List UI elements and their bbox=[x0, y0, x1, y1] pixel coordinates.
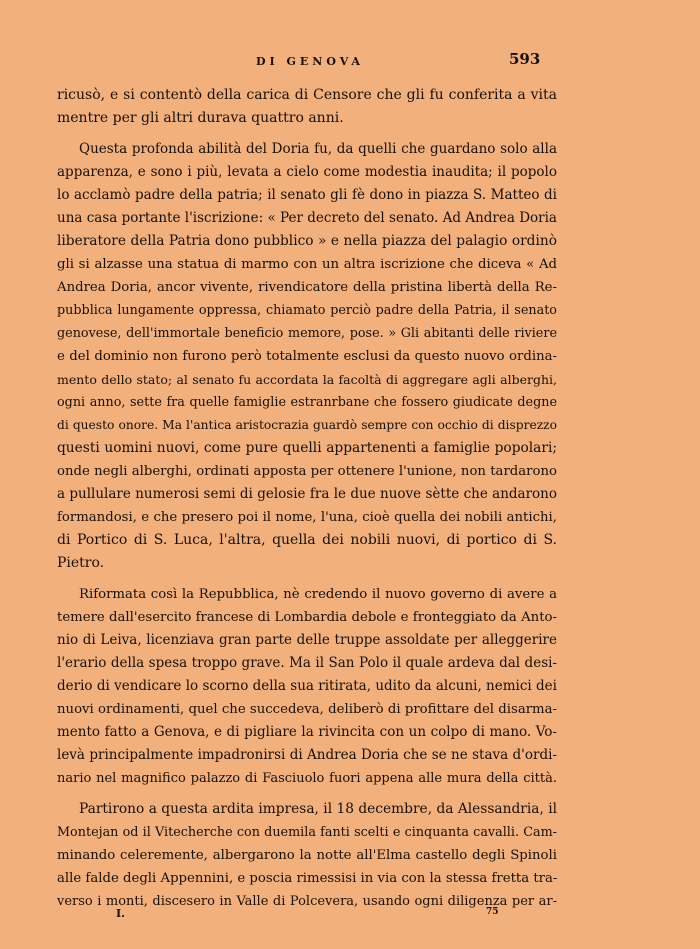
text-line: gli si alzasse una statua di marmo con un altra iscrizione che diceva « Ad bbox=[57, 257, 557, 272]
text-line: pubblica lungamente oppressa, chiamato perciò padre della Patria, il senato bbox=[57, 303, 557, 318]
text-line: mento fatto a Genova, e di pigliare la rivincita con un colpo di mano. Vo- bbox=[57, 724, 557, 740]
body-text bbox=[57, 84, 557, 913]
text-line: ricusò, e si contentò della carica di Censore che gli fu conferita a vita bbox=[57, 87, 557, 103]
text-line: Riformata così la Repubblica, nè credendo il nuovo governo di avere a bbox=[79, 587, 557, 602]
text-line: nario nel magnifico palazzo di Fasciuolo fuori appena alle mura della città. bbox=[57, 771, 557, 786]
text-line: mento dello stato; al senato fu accordata la facoltà di aggregare agli alberghi, bbox=[57, 372, 557, 387]
text-line: nio di Leiva, licenziava gran parte delle truppe assoldate per alleggerire bbox=[57, 632, 557, 648]
paragraph-spacer bbox=[57, 575, 557, 583]
signature-mark: I. bbox=[116, 907, 125, 920]
text-line: levà principalmente impadronirsi di Andrea Doria che se ne stava d'ordi- bbox=[57, 747, 557, 763]
text-line: liberatore della Patria dono pubblico » e nella piazza del palagio ordinò bbox=[57, 233, 557, 249]
text-line: lo acclamò padre della patria; il senato gli fè dono in piazza S. Matteo di bbox=[57, 187, 557, 203]
text-line: una casa portante l'iscrizione: « Per decreto del senato. Ad Andrea Doria bbox=[57, 210, 557, 226]
text-line: genovese, dell'immortale beneficio memore, pose. » Gli abitanti delle riviere bbox=[57, 326, 557, 341]
text-line: di questo onore. Ma l'antica aristocrazia guardò sempre con occhio di disprezzo bbox=[57, 418, 557, 432]
text-line: Questa profonda abilità del Doria fu, da quelli che guardano solo alla bbox=[79, 141, 557, 157]
text-line: Partirono a questa ardita impresa, il 18 decembre, da Alessandria, il bbox=[79, 801, 557, 817]
text-line: e del dominio non furono però totalmente esclusi da questo nuovo ordina- bbox=[57, 349, 557, 364]
paragraph-spacer bbox=[57, 130, 557, 138]
text-line: alle falde degli Appennini, e poscia rimessisi in via con la stessa fretta tra- bbox=[57, 871, 557, 886]
text-line: derio di vendicare lo scorno della sua ritirata, udito da alcuni, nemici dei bbox=[57, 678, 557, 694]
text-line: Pietro. bbox=[57, 555, 105, 571]
text-line: a pullulare numerosi semi di gelosie fra le due nuove sètte che andarono bbox=[57, 486, 557, 502]
text-line: mentre per gli altri durava quattro anni. bbox=[57, 110, 344, 126]
text-line: onde negli alberghi, ordinati apposta per ottenere l'unione, non tardarono bbox=[57, 464, 557, 479]
text-line: nuovi ordinamenti, quel che succedeva, deliberò di profittare del disarma- bbox=[57, 702, 557, 717]
text-line: temere dall'esercito francese di Lombardia debole e fronteggiato da Anto- bbox=[57, 610, 557, 625]
text-line: questi uomini nuovi, come pure quelli appartenenti a famiglie popolari; bbox=[57, 440, 557, 456]
text-line: formandosi, e che presero poi il nome, l'una, cioè quella dei nobili antichi, bbox=[57, 510, 557, 525]
page-number: 593 bbox=[509, 50, 541, 68]
text-line: apparenza, e sono i più, levata a cielo come modestia inaudita; il popolo bbox=[57, 164, 557, 180]
running-title: DI GENOVA bbox=[256, 55, 364, 68]
sheet-number: 75 bbox=[486, 907, 499, 917]
text-line: Andrea Doria, ancor vivente, rivendicatore della pristina libertà della Re- bbox=[57, 280, 557, 295]
text-line: di Portico di S. Luca, l'altra, quella dei nobili nuovi, di portico di S. bbox=[57, 532, 557, 548]
text-line: ogni anno, sette fra quelle famiglie estranrbane che fossero giudicate degne bbox=[57, 395, 557, 410]
paragraph-spacer bbox=[57, 790, 557, 798]
text-line: minando celeremente, albergarono la notte all'Elma castello degli Spinoli bbox=[57, 848, 557, 863]
text-line: verso i monti, discesero in Valle di Polcevera, usando ogni diligenza per ar- bbox=[57, 894, 557, 909]
text-line: l'erario della spesa troppo grave. Ma il San Polo il quale ardeva dal desi- bbox=[57, 655, 557, 671]
text-line: Montejan od il Vitecherche con duemila fanti scelti e cinquanta cavalli. Cam- bbox=[57, 825, 557, 840]
